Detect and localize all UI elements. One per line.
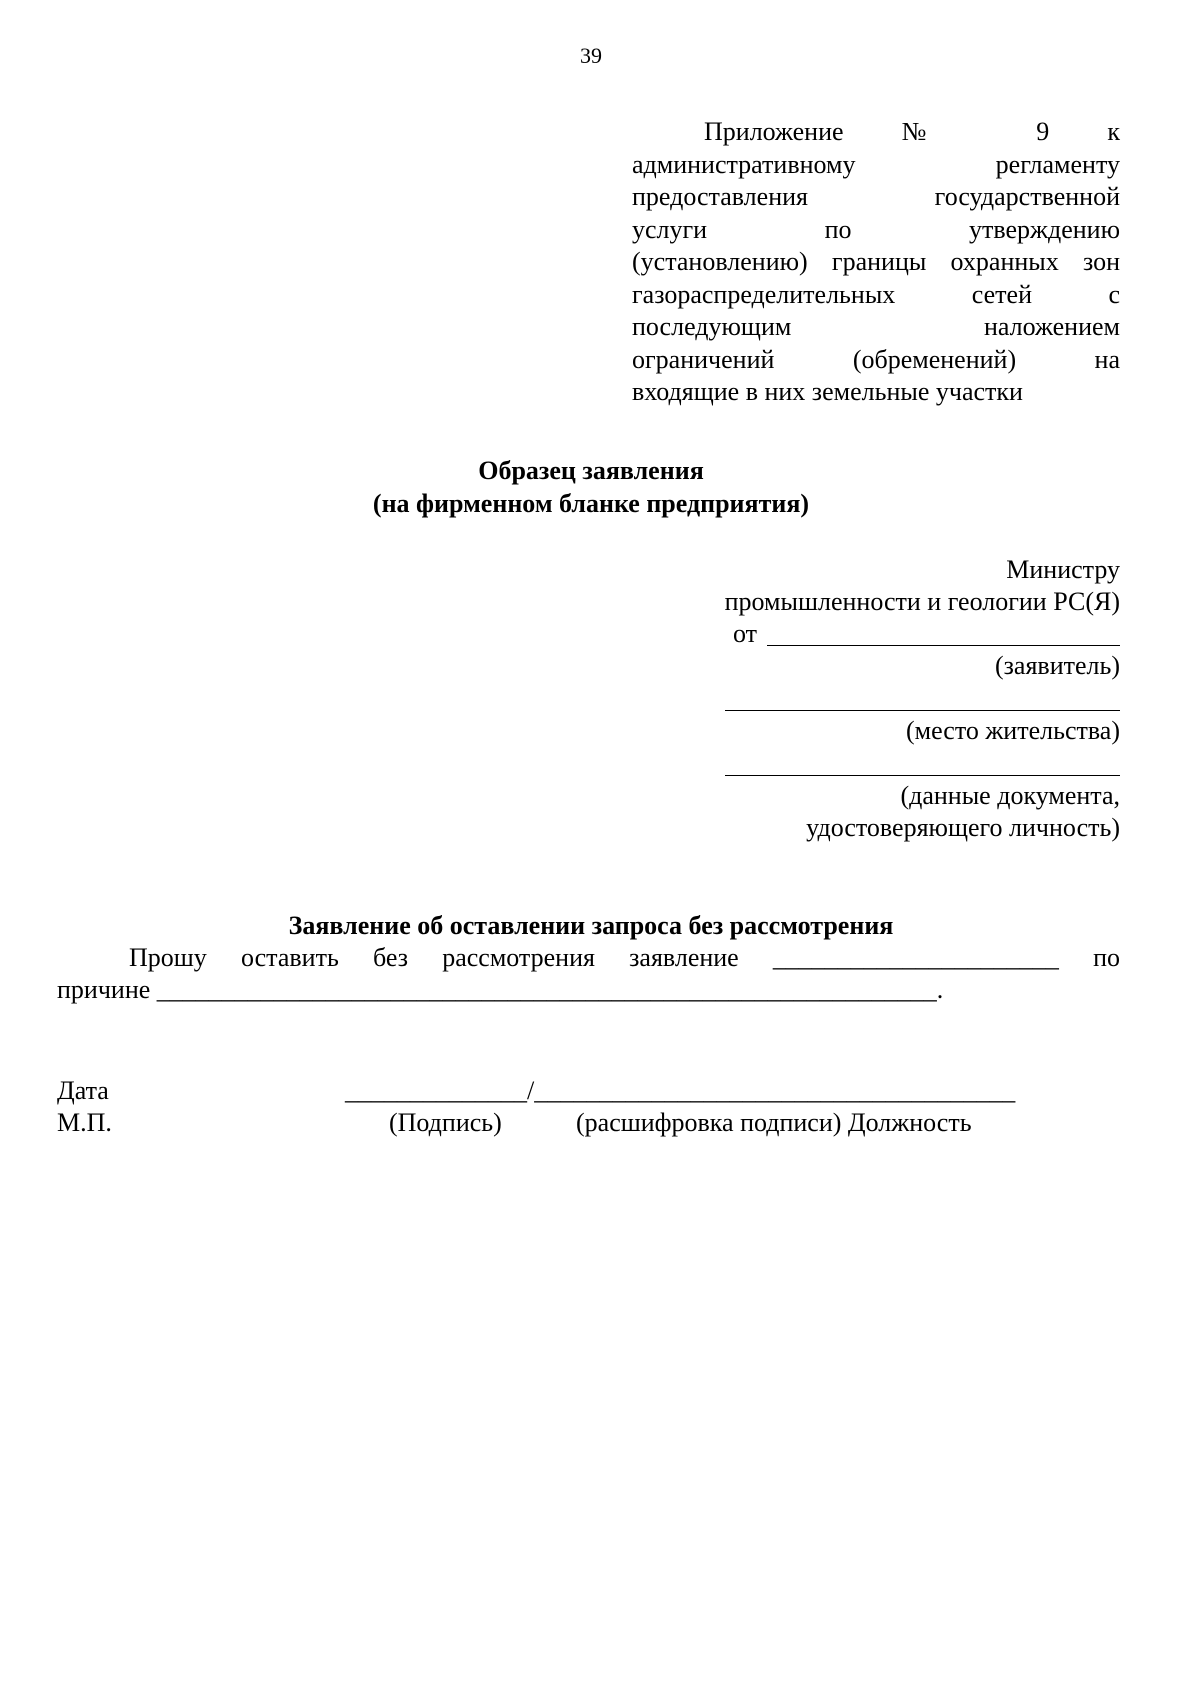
appendix-line: услуги по утверждению: [632, 214, 1120, 244]
document-caption-line-1: (данные документа,: [900, 781, 1120, 810]
stamp-label: М.П.: [57, 1108, 112, 1137]
request-word: рассмотрения: [442, 943, 595, 972]
sample-subtitle: (на фирменном бланке предприятия): [372, 489, 810, 518]
appendix-line: газораспределительных сетей с: [632, 279, 1120, 309]
appendix-line: последующим наложением: [632, 312, 1120, 341]
request-word: заявление: [629, 943, 739, 972]
request-word: Прошу: [129, 943, 207, 972]
appendix-line: Приложение № 9 к: [704, 117, 1120, 146]
signature-field[interactable]: ______________/_____________________________________: [345, 1076, 1016, 1105]
appendix-line: предоставления государственной: [632, 182, 1120, 211]
addressee-line-2: промышленности и геологии РС(Я): [724, 587, 1120, 616]
request-tail: по: [1093, 943, 1121, 972]
request-word: без: [373, 943, 409, 972]
signature-caption: (Подпись): [389, 1108, 502, 1137]
appendix-line: (установлению) границы охранных зон: [632, 247, 1120, 276]
statement-title: Заявление об оставлении запроса без рассмотрения: [288, 911, 894, 940]
addressee-line-1: Министру: [1006, 555, 1120, 584]
appendix-header: [632, 116, 1120, 409]
document-caption-line-2: удостоверяющего личность): [806, 813, 1120, 842]
request-line: [57, 942, 1120, 974]
page-number: 39: [580, 43, 602, 68]
sample-title: Образец заявления: [478, 456, 704, 485]
application-field[interactable]: ______________________: [772, 943, 1059, 972]
identity-document-field[interactable]: [725, 775, 1120, 776]
appendix-line: входящие в них земельные участки: [632, 377, 1023, 406]
reason-field[interactable]: причине ____________________________________________________________.: [57, 975, 944, 1004]
request-word: оставить: [240, 943, 339, 972]
date-label: Дата: [57, 1076, 109, 1105]
from-label: от: [733, 619, 758, 648]
appendix-line: административному регламенту: [632, 149, 1120, 179]
applicant-field[interactable]: [767, 645, 1120, 646]
applicant-caption: (заявитель): [994, 651, 1120, 680]
residence-field[interactable]: [725, 710, 1120, 711]
appendix-line: ограничений (обременений) на: [632, 344, 1120, 374]
residence-caption: (место жительства): [905, 716, 1120, 745]
decoding-caption: (расшифровка подписи) Должность: [576, 1108, 972, 1137]
